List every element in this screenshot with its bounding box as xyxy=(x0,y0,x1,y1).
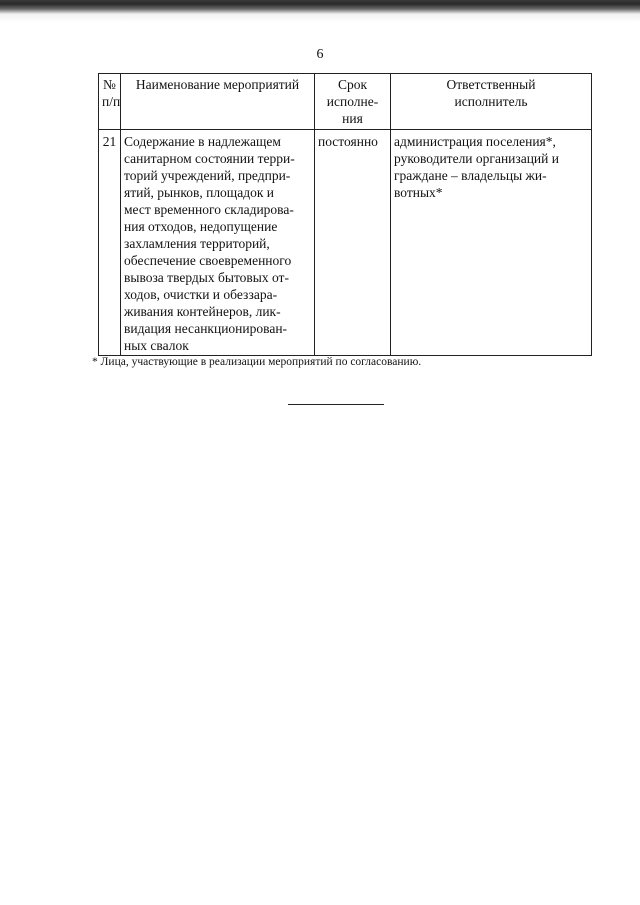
header-num-line: п/п xyxy=(102,94,121,109)
cell-name-line: захламления территорий, xyxy=(124,236,270,251)
cell-name-line: Содержание в надлежащем xyxy=(124,134,281,149)
cell-name-line: вывоза твердых бытовых от- xyxy=(124,270,289,285)
header-term-line: Срок xyxy=(337,77,368,92)
end-separator-line xyxy=(288,404,384,405)
cell-name-line: живания контейнеров, лик- xyxy=(124,304,281,319)
cell-responsible xyxy=(391,130,592,356)
cell-term xyxy=(315,130,391,356)
header-num-line: № xyxy=(103,77,116,92)
cell-name-line: ятий, рынков, площадок и xyxy=(124,185,274,200)
cell-responsible-line: руководители организаций и xyxy=(394,151,559,166)
header-num xyxy=(99,74,121,130)
header-term-line: исполне- xyxy=(326,94,379,109)
cell-name-line: обеспечение своевременного xyxy=(124,253,292,268)
cell-name-line: ходов, очистки и обеззара- xyxy=(124,287,278,302)
cell-name-line: видация несанкционирован- xyxy=(124,321,288,336)
header-responsible-line: исполнитель xyxy=(454,94,528,109)
cell-name-line: мест временного складирова- xyxy=(124,202,294,217)
cell-responsible-line: граждане – владельцы жи- xyxy=(394,168,547,183)
cell-responsible-line: администрация поселения*, xyxy=(394,134,556,149)
cell-responsible-line: вотных* xyxy=(394,185,443,200)
cell-term-line: постоянно xyxy=(318,134,378,149)
cell-name-line: ния отходов, недопущение xyxy=(124,219,278,234)
measures-table xyxy=(98,73,592,356)
header-responsible-line: Ответственный xyxy=(446,77,536,92)
header-responsible xyxy=(391,74,592,130)
cell-num: 21 xyxy=(99,130,121,356)
header-name-line: Наименование мероприятий xyxy=(135,77,300,92)
cell-name-line: санитарном состоянии терри- xyxy=(124,151,295,166)
cell-name-line: ных свалок xyxy=(124,338,189,353)
cell-name xyxy=(121,130,315,356)
footnote: * Лица, участвующие в реализации мероприятий по согласованию. xyxy=(92,356,422,368)
table-row xyxy=(99,130,592,356)
table-header-row xyxy=(99,74,592,130)
header-term-line: ния xyxy=(342,111,363,126)
scan-edge-bar xyxy=(0,0,640,22)
header-name xyxy=(121,74,315,130)
page-number: 6 xyxy=(316,47,324,62)
header-term xyxy=(315,74,391,130)
cell-name-line: торий учреждений, предпри- xyxy=(124,168,291,183)
